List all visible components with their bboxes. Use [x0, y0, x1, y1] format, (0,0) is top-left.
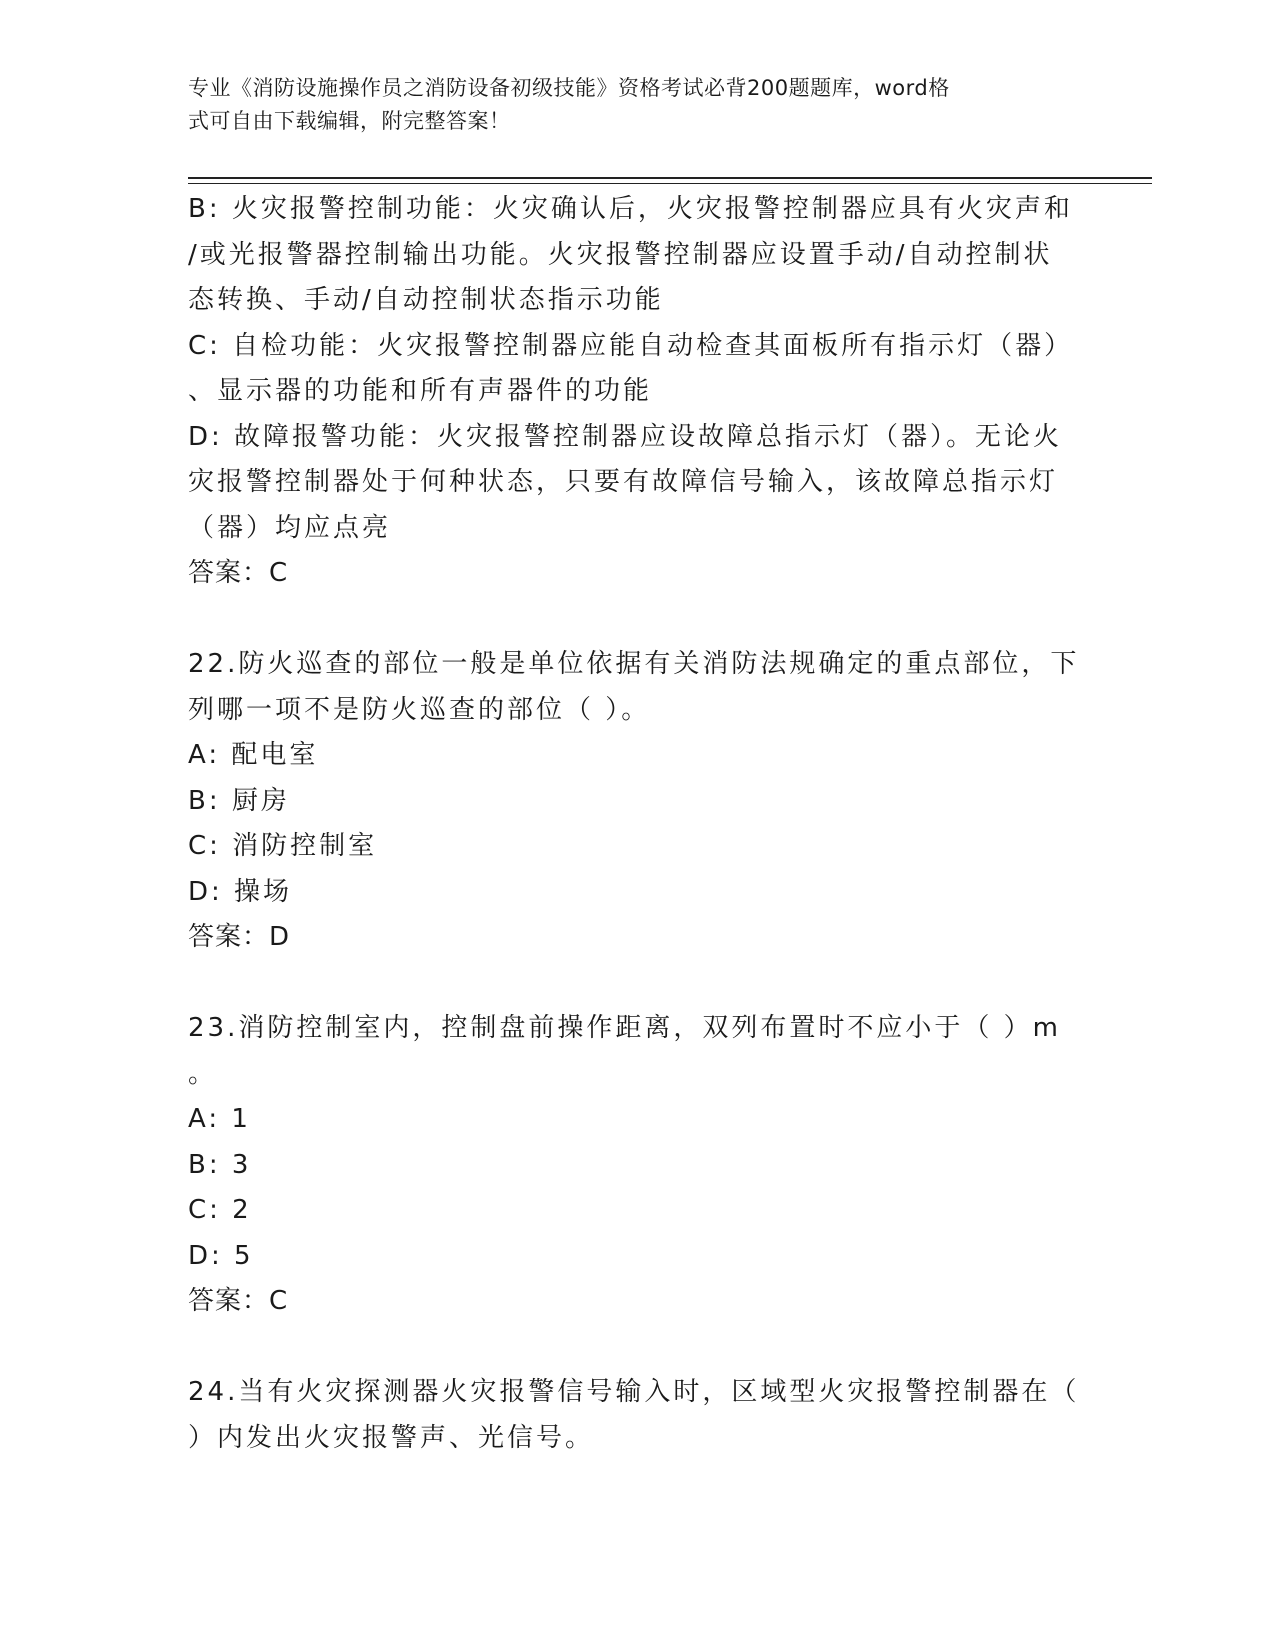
answer-23: 答案：C — [188, 1286, 289, 1316]
question-22 — [188, 642, 1088, 961]
question-23-text: 。 — [188, 1058, 218, 1089]
question-22-text: 列哪一项不是防火巡查的部位（ ）。 — [188, 694, 651, 725]
answer-21: 答案：C — [188, 558, 289, 588]
option-c: C: 消防控制室 — [188, 831, 378, 861]
option-c-line: C: 自检功能：火灾报警控制器应能自动检查其面板所有指示灯（器） — [188, 330, 1074, 361]
option-d-line: （器）均应点亮 — [188, 512, 392, 543]
spacer — [188, 597, 1088, 643]
option-d-line: 灾报警控制器处于何种状态，只要有故障信号输入，该故障总指示灯 — [188, 467, 1059, 497]
question-24-text: ）内发出火灾报警声、光信号。 — [188, 1422, 595, 1453]
question-23 — [188, 1006, 1088, 1325]
option-d: D: 5 — [188, 1240, 254, 1271]
option-b: B: 3 — [188, 1149, 252, 1180]
option-d-line: D: 故障报警功能：火灾报警控制器应设故障总指示灯（器）。无论火 — [188, 421, 1063, 452]
question-content — [188, 187, 1088, 1461]
question-22-text: 22.防火巡查的部位一般是单位依据有关消防法规确定的重点部位，下 — [188, 649, 1080, 679]
question-23-text: 23.消防控制室内，控制盘前操作距离，双列布置时不应小于（ ）m — [188, 1013, 1061, 1043]
option-d: D: 操场 — [188, 876, 293, 907]
option-b-line: 态转换、手动/自动控制状态指示功能 — [188, 285, 664, 315]
question-24 — [188, 1370, 1088, 1461]
option-a: A: 1 — [188, 1104, 251, 1134]
spacer — [188, 1325, 1088, 1371]
option-b: B: 厨房 — [188, 785, 290, 816]
question-24-text: 24.当有火灾探测器火灾报警信号输入时，区域型火灾报警控制器在（ — [188, 1377, 1080, 1407]
header-line-1: 专业《消防设施操作员之消防设备初级技能》资格考试必背200题题库，word格 — [188, 76, 950, 100]
page-header — [188, 72, 1068, 138]
option-c-line: 、显示器的功能和所有声器件的功能 — [188, 376, 653, 406]
spacer — [188, 961, 1088, 1007]
option-b-line: /或光报警器控制输出功能。火灾报警控制器应设置手动/自动控制状 — [188, 239, 1053, 270]
question-21 — [188, 187, 1088, 597]
option-b-line: B: 火灾报警控制功能：火灾确认后，火灾报警控制器应具有火灾声和 — [188, 194, 1073, 224]
header-rule-thin — [188, 183, 1152, 184]
answer-22: 答案：D — [188, 922, 291, 952]
header-rule-thick — [188, 177, 1152, 179]
header-line-2: 式可自由下载编辑，附完整答案！ — [188, 109, 511, 133]
option-c: C: 2 — [188, 1195, 252, 1225]
option-a: A: 配电室 — [188, 740, 319, 770]
